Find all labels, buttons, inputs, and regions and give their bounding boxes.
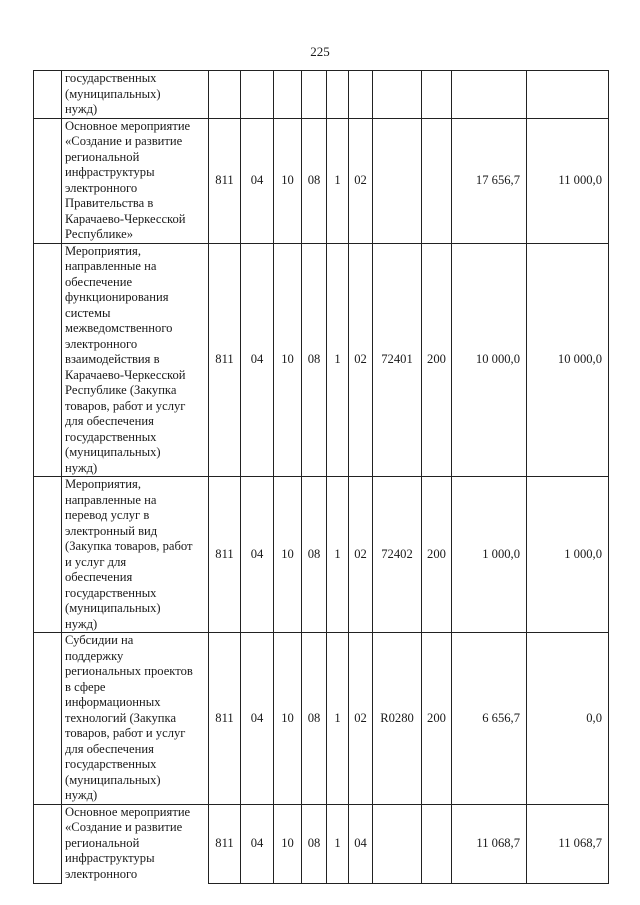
amount-1-cell: 1 000,0	[452, 477, 527, 633]
expense-type-cell	[422, 71, 452, 119]
subprogram-code-cell: 1	[327, 243, 349, 477]
table-row	[34, 804, 609, 883]
direction-code-cell	[373, 118, 422, 243]
subprogram-code-cell: 1	[327, 633, 349, 805]
subprogram-code-cell	[327, 71, 349, 119]
empty-lead-cell	[34, 633, 62, 805]
section-code-cell: 04	[241, 804, 274, 883]
expense-type-cell: 200	[422, 477, 452, 633]
direction-code-cell	[373, 804, 422, 883]
description-cell: государственных (муниципальных) нужд)	[62, 71, 209, 119]
program-code-cell	[302, 71, 327, 119]
amount-1-cell: 11 068,7	[452, 804, 527, 883]
expense-type-cell	[422, 804, 452, 883]
table-row	[34, 243, 609, 477]
amount-2-cell: 10 000,0	[527, 243, 609, 477]
amount-2-cell	[527, 71, 609, 119]
direction-code-cell	[373, 71, 422, 119]
subsection-code-cell: 10	[274, 477, 302, 633]
description-cell: Мероприятия, направленные на перевод услуг в электронный вид (Закупка товаров, работ и услуг для обеспечения государственных (муниципальных) нужд)	[62, 477, 209, 633]
description-cell: Основное мероприятие «Создание и развитие региональной инфраструктуры электронного Правительства в Карачаево-Черкесской Республике»	[62, 118, 209, 243]
section-code-cell: 04	[241, 633, 274, 805]
empty-lead-cell	[34, 243, 62, 477]
event-code-cell	[349, 71, 373, 119]
subprogram-code-cell: 1	[327, 477, 349, 633]
amount-1-cell: 6 656,7	[452, 633, 527, 805]
section-code-cell: 04	[241, 118, 274, 243]
program-code-cell: 08	[302, 477, 327, 633]
ministry-code-cell: 811	[209, 243, 241, 477]
amount-2-cell: 0,0	[527, 633, 609, 805]
ministry-code-cell: 811	[209, 633, 241, 805]
program-code-cell: 08	[302, 804, 327, 883]
amount-1-cell: 10 000,0	[452, 243, 527, 477]
page-number: 225	[310, 44, 330, 59]
table-row	[34, 71, 609, 119]
section-code-cell	[241, 71, 274, 119]
ministry-code-cell: 811	[209, 804, 241, 883]
description-cell: Субсидии на поддержку региональных проектов в сфере информационных технологий (Закупка товаров, работ и услуг для обеспечения государственных (муниципальных) нужд)	[62, 633, 209, 805]
program-code-cell: 08	[302, 118, 327, 243]
expense-type-cell: 200	[422, 633, 452, 805]
amount-1-cell	[452, 71, 527, 119]
subsection-code-cell: 10	[274, 118, 302, 243]
empty-lead-cell	[34, 804, 62, 883]
amount-2-cell: 11 068,7	[527, 804, 609, 883]
subsection-code-cell: 10	[274, 243, 302, 477]
direction-code-cell: R0280	[373, 633, 422, 805]
empty-lead-cell	[34, 477, 62, 633]
ministry-code-cell: 811	[209, 118, 241, 243]
section-code-cell: 04	[241, 477, 274, 633]
subsection-code-cell: 10	[274, 633, 302, 805]
empty-lead-cell	[34, 71, 62, 119]
amount-2-cell: 11 000,0	[527, 118, 609, 243]
program-code-cell: 08	[302, 243, 327, 477]
subsection-code-cell: 10	[274, 804, 302, 883]
subprogram-code-cell: 1	[327, 118, 349, 243]
description-cell: Основное мероприятие «Создание и развитие региональной инфраструктуры электронного	[62, 804, 209, 883]
event-code-cell: 04	[349, 804, 373, 883]
ministry-code-cell	[209, 71, 241, 119]
section-code-cell: 04	[241, 243, 274, 477]
amount-1-cell: 17 656,7	[452, 118, 527, 243]
table-row	[34, 633, 609, 805]
expense-type-cell: 200	[422, 243, 452, 477]
subsection-code-cell	[274, 71, 302, 119]
direction-code-cell: 72401	[373, 243, 422, 477]
direction-code-cell: 72402	[373, 477, 422, 633]
event-code-cell: 02	[349, 118, 373, 243]
subprogram-code-cell: 1	[327, 804, 349, 883]
program-code-cell: 08	[302, 633, 327, 805]
expense-type-cell	[422, 118, 452, 243]
description-cell: Мероприятия, направленные на обеспечение функционирования системы межведомственного электронного взаимодействия в Карачаево-Черкесской Республике (Закупка товаров, работ и услуг для обеспечения государственных (муниципальных) нужд)	[62, 243, 209, 477]
budget-table	[33, 70, 609, 884]
event-code-cell: 02	[349, 243, 373, 477]
amount-2-cell: 1 000,0	[527, 477, 609, 633]
event-code-cell: 02	[349, 633, 373, 805]
table-row	[34, 118, 609, 243]
table-row	[34, 477, 609, 633]
empty-lead-cell	[34, 118, 62, 243]
event-code-cell: 02	[349, 477, 373, 633]
ministry-code-cell: 811	[209, 477, 241, 633]
